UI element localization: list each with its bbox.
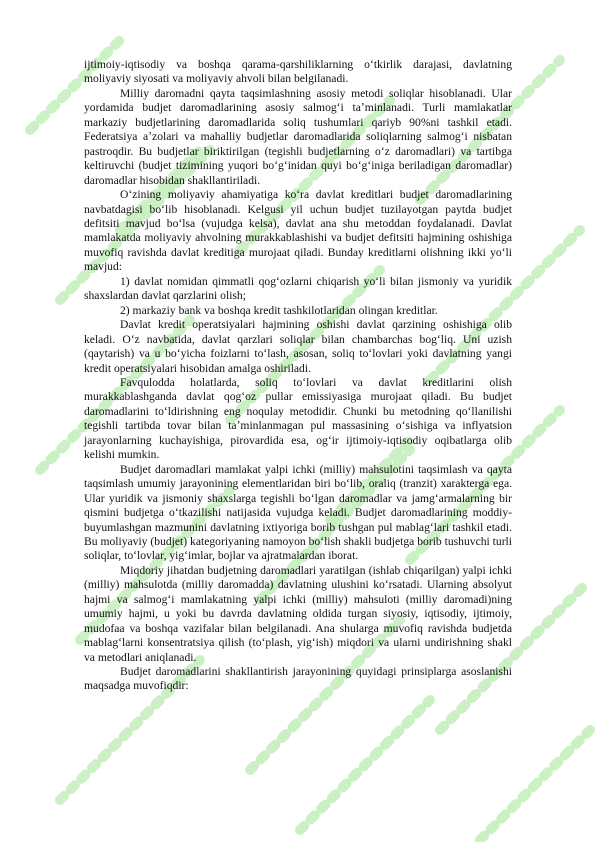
paragraph: Oʻzining moliyaviy ahamiyatiga koʻra davlat kreditlari budjet daromadlarining navbatdagisi boʻlib hisoblanadi. Kelgusi yil uchun budjet tuzilayotgan paytda budjet defitsiti mavjud boʻlsa (vujudga kelsa), davlat ana shu metoddan foydalanadi. Davlat mamlakatda moliyaviy ahvolning murakkablashishi va budjet defitsiti hajmining oshishiga muvofiq ravishda davlat kreditiga murojaat qiladi. Bunday kreditlarni olishning ikki yoʻli mavjud: <box>84 188 512 274</box>
paragraph: Milliy daromadni qayta taqsimlashning asosiy metodi soliqlar hisoblanadi. Ular yordamida budjet daromadlarining asosiy salmogʻi taʼminlanadi. Turli mamlakatlar markaziy budjetlarining daromadlarida soliq tushumlari qariyb 90%ni tashkil etadi. Federatsiya aʼzolari va mahalliy budjetlar daromadlarida soliqlarning salmogʻi nisbatan pastroqdir. Bu budjetlar biriktirilgan (tegishli budjetlarning oʻz daromadlari) va tartibga keltiruvchi (budjet tizimining yuqori boʻgʻinidan quyi boʻgʻiniga beriladigan daromadlar) daromadlar hisobidan shakllantiriladi. <box>84 86 512 187</box>
paragraph: Miqdoriy jihatdan budjetning daromadlari yaratilgan (ishlab chiqarilgan) yalpi ichki (milliy) mahsulotda (milliy daromadda) davlatning ulushini koʻrsatadi. Ularning absolyut hajmi va salmogʻi mamlakatning yalpi ichki (milliy) mahsuloti (milliy daromadi)ning umumiy hajmi, u yoki bu davrda davlatning oldida turgan siyosiy, iqtisodiy, ijtimoiy, mudofaa va boshqa vazifalar bilan belgilanadi. Ana shularga muvofiq ravishda budjetda mablagʻlarni konsentratsiya qilish (toʻplash, yigʻish) miqdori va ularni undirishning shakl va metodlari aniqlanadi. <box>84 563 512 664</box>
document-body <box>84 58 512 694</box>
watermark-stroke <box>480 730 590 840</box>
paragraph: ijtimoiy-iqtisodiy va boshqa qarama-qarshiliklarning oʻtkirlik darajasi, davlatning moliyaviy siyosati va moliyaviy ahvoli bilan belgilanadi. <box>84 58 512 86</box>
paragraph: Favqulodda holatlarda, soliq toʻlovlari va davlat kreditlarini olish murakkablashganda davlat qogʻoz pullar emissiyasiga murojaat qiladi. Bu budjet daromadlarini toʻldirishning eng noqulay metodidir. Chunki bu metodning qoʻllanilishi tegishli tartibda tovar bilan taʼminlanmagan pul massasining oʻsishiga va inflyatsion jarayonlarning kuchayishiga, pirovardida esa, ogʻir ijtimoiy-iqtisodiy oqibatlarga olib kelishi mumkin. <box>84 375 512 462</box>
paragraph: 2) markaziy bank va boshqa kredit tashkilotlaridan olingan kreditlar. <box>120 303 438 317</box>
paragraph: Budjet daromadlari mamlakat yalpi ichki (milliy) mahsulotini taqsimlash va qayta taqsimlash umumiy jarayonining elementlaridan biri boʻlib, oraliq (tranzit) xarakterga ega. Ular yuridik va jismoniy shaxslarga tegishli boʻlgan daromadlar va jamgʻarmalarning bir qismini budjetga oʻtkazilishi natijasida vujudga keladi. Budjet daromadlarining moddiy-buyumlashgan mazmunini davlatning ixtiyoriga borib tushgan pul mablagʻlari tashkil etadi. Bu moliyaviy (budjet) kategoriyaning namoyon boʻlish shakli budjetga borib tushuvchi turli soliqlar, toʻlovlar, yigʻimlar, bojlar va ajratmalardan iborat. <box>84 462 512 563</box>
watermark-stroke <box>300 700 430 830</box>
paragraph: Davlat kredit operatsiyalari hajmining oshishi davlat qarzining oshishiga olib keladi. Oʻz navbatida, davlat qarzlari soliqlar bilan chambarchas bogʻliq. Uni uzish (qaytarish) va u boʻyicha foizlarni toʻlash, asosan, soliq toʻlovlari yoki davlatning yangi kredit operatsiyalari hisobidan amalga oshiriladi. <box>84 318 512 375</box>
paragraph: 1) davlat nomidan qimmatli qogʻozlarni chiqarish yoʻli bilan jismoniy va yuridik shaxslardan davlat qarzlarini olish; <box>84 274 512 303</box>
paragraph: Budjet daromadlarini shakllantirish jarayonining quyidagi prinsiplarga asoslanishi maqsadga muvofiqdir: <box>84 665 512 693</box>
